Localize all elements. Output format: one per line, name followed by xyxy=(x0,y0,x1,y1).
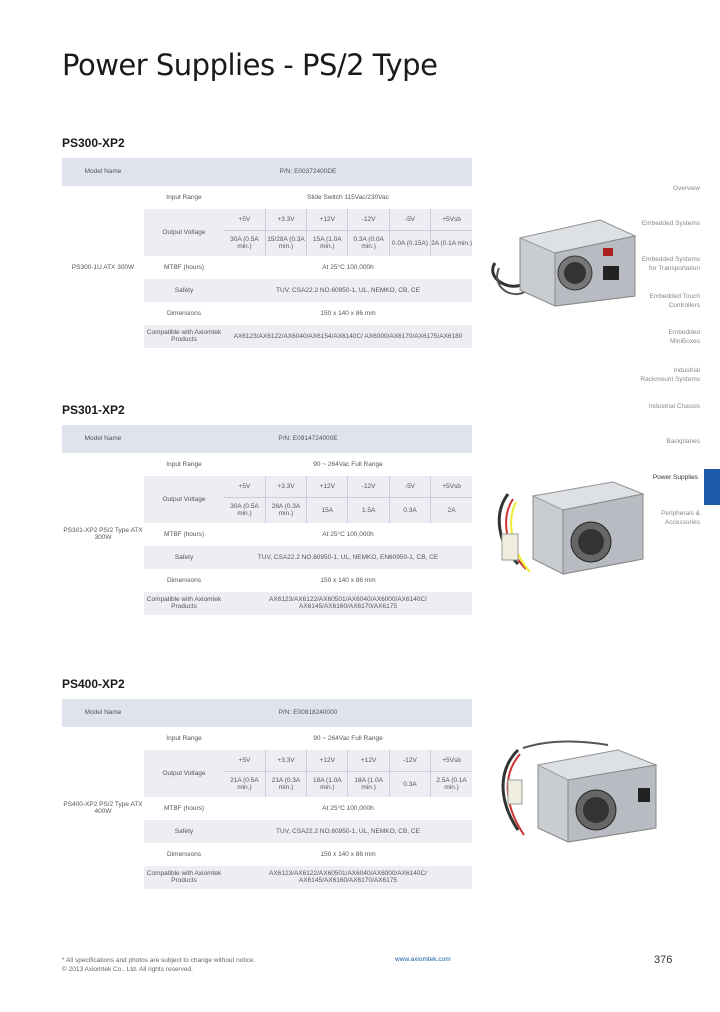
model-name-label: Model Name xyxy=(62,425,144,453)
input-range-label: Input Range xyxy=(144,453,224,475)
safety-label: Safety xyxy=(144,545,224,569)
voltage-header: +5V xyxy=(224,475,265,497)
current-value: 0.3A xyxy=(389,771,430,797)
current-value: 15/28A (0.3A min.) xyxy=(265,230,306,256)
sidebar-item-rackmount[interactable]: Industrial Rackmount Systems xyxy=(640,367,700,383)
model-description: PS301-XP2 PS/2 Type ATX 300W xyxy=(62,453,144,615)
dimensions-value: 150 x 140 x 86 mm xyxy=(224,569,472,591)
current-value: 0.3A (0.0A min.) xyxy=(348,230,389,256)
spec-table xyxy=(62,425,472,616)
compatible-value: AX6123/AX6122/AX6040/AX6154/AX6140C/ AX6000/AX6170/AX6175/AX6180 xyxy=(224,324,472,348)
current-value: 18A (1.0A min.) xyxy=(307,771,348,797)
compatible-value: AX6123/AX6122/AX60501/AX6040/AX6000/AX6140C/ AX6145/AX6160/AX6170/AX6175 xyxy=(224,591,472,615)
output-voltage-label: Output Voltage xyxy=(144,208,224,256)
current-value: 0.3A xyxy=(389,497,430,523)
footer-url-link[interactable]: www.axiomtek.com xyxy=(395,956,451,963)
voltage-header: +3.3V xyxy=(265,208,306,230)
compatible-label: Compatible with Axiomtek Products xyxy=(144,591,224,615)
mtbf-value: At 25°C 100,000h xyxy=(224,523,472,545)
voltage-header: +3.3V xyxy=(265,475,306,497)
output-voltage-label: Output Voltage xyxy=(144,749,224,797)
safety-label: Safety xyxy=(144,278,224,302)
current-value: 2A (0.1A min.) xyxy=(431,230,472,256)
model-name-label: Model Name xyxy=(62,158,144,186)
current-value: 1.5A xyxy=(348,497,389,523)
power-supply-image xyxy=(488,474,648,584)
dimensions-label: Dimensions xyxy=(144,843,224,865)
current-value: 28A (0.3A min.) xyxy=(265,497,306,523)
sidebar-item-backplanes[interactable]: Backplanes xyxy=(666,438,700,445)
mtbf-label: MTBF (hours) xyxy=(144,797,224,819)
sidebar-item-peripherals[interactable]: Peripherals & Accessories xyxy=(660,510,700,526)
dimensions-value: 150 x 140 x 86 mm xyxy=(224,302,472,324)
current-value: 30A (0.5A min.) xyxy=(224,230,265,256)
output-voltage-label: Output Voltage xyxy=(144,475,224,523)
spec-table xyxy=(62,699,472,890)
safety-value: TUV, CSA22.2 NO.60950-1, UL, NEMKO, CB, CE xyxy=(224,278,472,302)
product-title: PS300-XP2 xyxy=(62,136,125,150)
sidebar-item-transportation[interactable]: Embedded Systems for Transportation xyxy=(641,256,700,272)
mtbf-label: MTBF (hours) xyxy=(144,523,224,545)
sidebar-item-touch-controllers[interactable]: Embedded Touch Controllers xyxy=(649,293,700,309)
sidebar-item-chassis[interactable]: Industrial Chassis xyxy=(648,403,700,410)
voltage-header: -5V xyxy=(389,475,430,497)
voltage-header: +3.3V xyxy=(265,749,306,771)
voltage-header: -12V xyxy=(348,208,389,230)
voltage-header: +12V xyxy=(307,475,348,497)
sidebar-item-miniboxes[interactable]: Embedded MiniBoxes xyxy=(668,329,700,345)
product-title: PS400-XP2 xyxy=(62,677,125,691)
model-description: PS400-XP2 PS/2 Type ATX 400W xyxy=(62,727,144,889)
current-value: 21A (0.5A min.) xyxy=(224,771,265,797)
dimensions-label: Dimensions xyxy=(144,302,224,324)
voltage-header: +5Vsb xyxy=(431,208,472,230)
model-name-label: Model Name xyxy=(62,699,144,727)
compatible-value: AX6123/AX6122/AX60501/AX6040/AX6000/AX6140C/ AX6145/AX6160/AX6170/AX6175 xyxy=(224,865,472,889)
safety-value: TUV, CSA22.2 NO.60950-1, UL, NEMKO, CB, CE xyxy=(224,819,472,843)
voltage-header: -5V xyxy=(389,208,430,230)
mtbf-value: At 25°C 100,000h xyxy=(224,256,472,278)
safety-label: Safety xyxy=(144,819,224,843)
input-range-label: Input Range xyxy=(144,186,224,208)
current-value: 2A xyxy=(431,497,472,523)
footer-note xyxy=(62,956,255,974)
voltage-header: -12V xyxy=(348,475,389,497)
input-range-value: 90 ~ 264Vac Full Range xyxy=(224,727,472,749)
current-value: 15A xyxy=(307,497,348,523)
spec-table xyxy=(62,158,472,349)
power-supply-image xyxy=(488,740,658,850)
sidebar-item-embedded-systems[interactable]: Embedded Systems xyxy=(641,220,700,227)
voltage-header: +5V xyxy=(224,749,265,771)
current-value: 18A (1.0A min.) xyxy=(348,771,389,797)
sidebar-active-marker xyxy=(704,469,720,505)
sidebar-item-overview[interactable]: Overview xyxy=(672,185,700,192)
mtbf-label: MTBF (hours) xyxy=(144,256,224,278)
dimensions-value: 150 x 140 x 86 mm xyxy=(224,843,472,865)
product-title: PS301-XP2 xyxy=(62,403,125,417)
footer-disclaimer: * All specifications and photos are subject to change without notice. xyxy=(62,957,256,964)
voltage-header: +12V xyxy=(307,208,348,230)
voltage-header: +12V xyxy=(348,749,389,771)
part-number: P/N: E0914724000E xyxy=(144,425,472,453)
current-value: 2.5A (0.1A min.) xyxy=(431,771,472,797)
compatible-label: Compatible with Axiomtek Products xyxy=(144,865,224,889)
voltage-header: +5Vsb xyxy=(431,475,472,497)
voltage-header: +5V xyxy=(224,208,265,230)
model-description: PS300-1U ATX 300W xyxy=(62,186,144,348)
power-supply-image xyxy=(485,208,645,308)
part-number: P/N: E00818240000 xyxy=(144,699,472,727)
voltage-header: +5Vsb xyxy=(431,749,472,771)
page-title: Power Supplies - PS/2 Type xyxy=(62,48,438,82)
dimensions-label: Dimensions xyxy=(144,569,224,591)
footer-copyright: © 2013 Axiomtek Co., Ltd. All rights reserved. xyxy=(62,966,193,973)
input-range-label: Input Range xyxy=(144,727,224,749)
voltage-header: +12V xyxy=(307,749,348,771)
page-number: 376 xyxy=(654,954,673,966)
current-value: 21A (0.3A min.) xyxy=(265,771,306,797)
part-number: P/N: E00372400DE xyxy=(144,158,472,186)
current-value: 15A (1.0A min.) xyxy=(307,230,348,256)
compatible-label: Compatible with Axiomtek Products xyxy=(144,324,224,348)
current-value: 30A (0.5A min.) xyxy=(224,497,265,523)
sidebar-item-power-supplies[interactable]: Power Supplies xyxy=(652,474,698,481)
input-range-value: 90 ~ 264Vac Full Range xyxy=(224,453,472,475)
safety-value: TUV, CSA22.2 NO.60950-1, UL, NEMKO, EN60950-1, CB, CE xyxy=(224,545,472,569)
mtbf-value: At 25°C 100,000h xyxy=(224,797,472,819)
voltage-header: -12V xyxy=(389,749,430,771)
input-range-value: Slide Switch 115Vac/230Vac xyxy=(224,186,472,208)
current-value: 0.0A (0.15A) xyxy=(389,230,430,256)
